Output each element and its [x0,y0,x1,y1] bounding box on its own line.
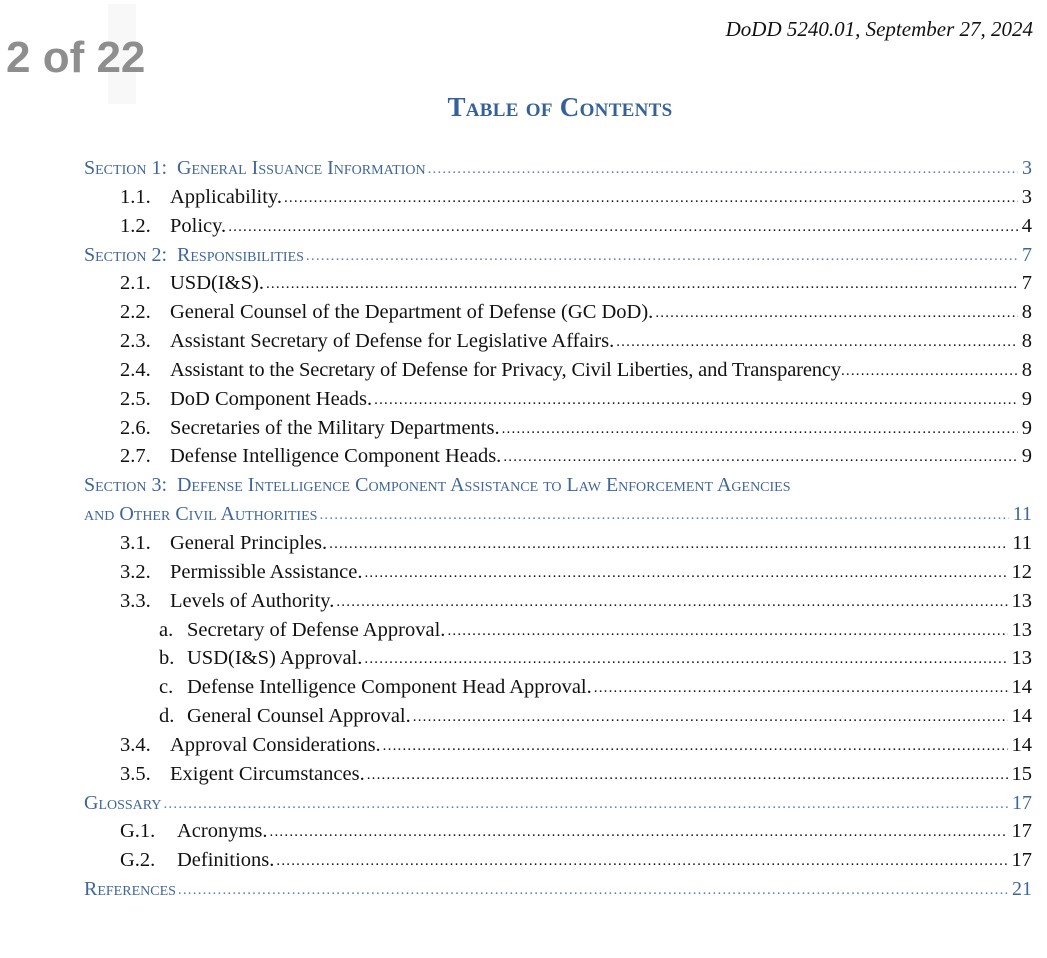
toc-title: Table of Contents [447,92,673,122]
dot-leader [178,874,1008,905]
toc-link-g-1[interactable] [84,817,1032,846]
toc-label: Secretary of Defense Approval. [187,618,446,641]
toc-page-number: 4 [1021,214,1032,237]
toc-item-number: 1.2. [120,214,151,237]
toc-page-number: 3 [1021,185,1032,208]
toc-page-number: 17 [1012,791,1032,814]
toc-label: General Principles. [170,531,328,554]
toc-link-1-2[interactable] [84,212,1032,241]
toc-section-number: Section 3: [84,474,168,497]
toc-link-3-3[interactable] [84,587,1032,616]
dot-leader [447,615,1007,646]
toc-link-2-4[interactable] [84,356,1032,385]
toc-label: Secretaries of the Military Departments. [170,416,500,439]
toc-label: Acronyms. [177,820,268,843]
toc-link-3-4[interactable] [84,731,1032,760]
toc-link-3-3-a[interactable] [84,616,1032,645]
toc-link-3-5[interactable] [84,760,1032,789]
toc-label: Definitions. [177,849,275,872]
toc-label: Policy. [170,214,227,237]
toc-link-references[interactable] [84,875,1032,904]
toc-label: and Other Civil Authorities [84,503,318,526]
toc-page-number: 11 [1012,531,1032,554]
toc-page-number: 13 [1011,647,1032,670]
toc-link-section-1[interactable] [84,154,1032,183]
toc-section-3-line2 [84,500,1032,529]
toc-item-number: 2.6. [120,416,151,439]
toc-label: USD(I&S) Approval. [187,647,363,670]
toc-item-number: 2.5. [120,387,151,410]
toc-item-letter: c. [159,676,174,699]
dot-leader [284,182,1018,213]
toc-page-number: 21 [1012,878,1032,901]
toc-item-number: 1.1. [120,185,151,208]
toc-item-number: 3.3. [120,589,151,612]
dot-leader [502,413,1018,444]
toc-link-3-3-c[interactable] [84,673,1032,702]
toc-label: General Counsel Approval. [187,705,411,728]
toc-label: Applicability. [170,185,282,208]
toc-label: Glossary [84,791,162,814]
toc-label: Levels of Authority. [170,589,335,612]
toc-page-number: 7 [1022,243,1032,266]
toc-link-2-6[interactable] [84,414,1032,443]
toc-label: References [84,878,176,901]
toc-item-number: 3.1. [120,531,151,554]
dot-leader [270,816,1008,847]
toc-label: Responsibilities [177,243,304,266]
toc-label: Defense Intelligence Component Heads. [170,445,502,468]
toc-page-number: 17 [1011,820,1032,843]
toc-page-number: 11 [1012,503,1032,526]
toc-page-number: 8 [1021,358,1032,381]
toc-link-section-3[interactable] [84,471,1032,529]
dot-leader [616,326,1018,357]
toc-link-3-3-d[interactable] [84,702,1032,731]
toc-page-number: 8 [1021,301,1032,324]
dot-leader [413,701,1008,732]
toc-page-number: 8 [1021,330,1032,353]
toc-page-number: 7 [1021,272,1032,295]
toc-item-letter: b. [159,647,175,670]
dot-leader [364,643,1007,674]
dot-leader [367,759,1008,790]
document-header: DoDD 5240.01, September 27, 2024 [725,17,1033,41]
toc-page-number: 9 [1021,445,1032,468]
toc-page-number: 9 [1021,416,1032,439]
toc-item-number: G.1. [120,820,156,843]
toc-item-number: G.2. [120,849,156,872]
dot-leader [655,297,1017,328]
dot-leader [374,384,1018,415]
toc-item-letter: d. [159,705,175,728]
toc-section-number: Section 2: [84,243,168,266]
toc-section-3-line1 [84,471,1032,500]
toc-label: Assistant to the Secretary of Defense for Privacy, Civil Liberties, and Transparency [170,358,841,381]
toc-link-2-7[interactable] [84,442,1032,471]
toc-item-number: 3.5. [120,762,151,785]
toc-item-number: 2.1. [120,272,151,295]
toc-item-number: 2.4. [120,358,151,381]
toc-page-number: 13 [1011,618,1032,641]
toc-link-2-1[interactable] [84,269,1032,298]
toc-label: Approval Considerations. [170,733,381,756]
toc-page-number: 14 [1011,676,1032,699]
toc-page-number: 15 [1011,762,1032,785]
dot-leader [364,557,1007,588]
toc-section-number: Section 1: [84,157,168,179]
dot-leader [163,788,1008,819]
toc-link-1-1[interactable] [84,183,1032,212]
dot-leader [306,240,1018,271]
table-of-contents [84,154,1032,904]
dot-leader [266,268,1018,299]
dot-leader [276,845,1007,876]
toc-link-2-5[interactable] [84,385,1032,414]
dot-leader [228,211,1018,242]
toc-link-3-3-b[interactable] [84,644,1032,673]
toc-link-glossary[interactable] [84,789,1032,818]
toc-label: USD(I&S). [170,272,264,295]
dot-leader [594,672,1008,703]
toc-item-number: 3.2. [120,560,151,583]
toc-link-section-2[interactable] [84,241,1032,270]
toc-item-number: 2.7. [120,445,151,468]
dot-leader [841,355,1018,386]
dot-leader [383,730,1008,761]
toc-item-number: 3.4. [120,733,151,756]
toc-label: Assistant Secretary of Defense for Legislative Affairs. [170,330,615,353]
dot-leader [428,153,1018,184]
toc-page-number: 3 [1022,157,1032,179]
page-indicator: 2 of 22 [6,33,146,82]
toc-page-number: 14 [1011,733,1032,756]
toc-link-3-2[interactable] [84,558,1032,587]
toc-label: General Issuance Information [177,157,426,179]
toc-page-number: 14 [1011,705,1032,728]
toc-item-letter: a. [159,618,174,641]
dot-leader [329,528,1008,559]
toc-label: Defense Intelligence Component Head Approval. [187,676,592,699]
toc-label: DoD Component Heads. [170,387,373,410]
toc-item-number: 2.3. [120,330,151,353]
toc-page-number: 12 [1011,560,1032,583]
toc-page-number: 13 [1011,589,1032,612]
toc-link-2-3[interactable] [84,327,1032,356]
dot-leader [336,586,1007,617]
toc-label: Permissible Assistance. [170,560,363,583]
toc-page-number: 9 [1021,387,1032,410]
toc-link-2-2[interactable] [84,298,1032,327]
toc-label: General Counsel of the Department of Defense (GC DoD). [170,301,654,324]
toc-link-g-2[interactable] [84,846,1032,875]
toc-link-3-1[interactable] [84,529,1032,558]
toc-page-number: 17 [1011,849,1032,872]
toc-label: Exigent Circumstances. [170,762,365,785]
toc-item-number: 2.2. [120,301,151,324]
dot-leader [319,499,1008,530]
toc-label: Defense Intelligence Component Assistance to Law Enforcement Agencies [177,474,791,497]
dot-leader [503,441,1017,472]
